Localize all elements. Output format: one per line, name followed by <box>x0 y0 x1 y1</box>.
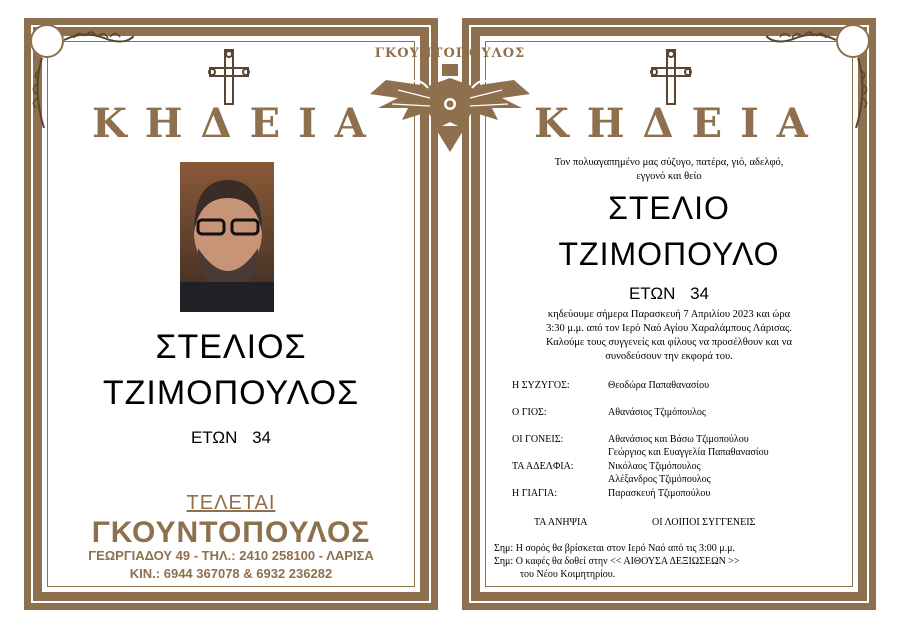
notice-title: ΚΗΔΕΙΑ <box>534 100 826 147</box>
deceased-last-name: ΤΖΙΜΟΠΟΥΛΟ <box>558 236 780 272</box>
deceased-first-name: ΣΤΕΛΙΟ <box>608 190 730 226</box>
vine-ornament-icon <box>64 30 134 70</box>
deceased-age: ΕΤΩΝ 34 <box>190 428 272 447</box>
funeral-home-address: ΓΕΩΡΓΙΑΔΟΥ 49 - ΤΗΛ.: 2410 258100 - ΛΑΡΙΣΑ <box>88 548 374 563</box>
right-funeral-notice: ΚΗΔΕΙΑ Τον πολυαγαπημένο μας σύζυγο, πατέρα, γιό, αδελφό, εγγονό και θείο ΣΤΕΛΙΟ ΤΖΙΜΟΠΟΥΛΟ ΕΤΩΝ 34 κηδεύουμε σήμερα Παρασκευή 7 Απριλίου 2023 και ώρα 3:30 μ.μ. από τον Ιερό Ναό Αγίου Χαραλάμπους Λάρισας. Καλούμε τους συγγενείς και φίλους να προσέλθουν και να συνοδεύσουν την εκφορά του. Η ΣΥΖΥΓΟΣ: Θεοδώρα Παπαθανασίου Ο ΓΙΟΣ: Αθανάσιος Τζιμόπουλος ΟΙ ΓΟΝΕΙΣ: Αθανάσιος και Βάσω Τζιμοπούλου Γεώργιος και Ευαγγελία Παπαθανασίου ΤΑ ΑΔΕΛΦΙΑ: Νικόλαος Τζιμόπουλος Αλέξανδρος Τζιμόπουλος Η ΓΙΑΓΙΑ: Παρασκευή Τζιμοπούλου ΤΑ ΑΝΗΨΙΑ ΟΙ ΛΟΙΠΟΙ ΣΥΓΓΕΝΕΙΣ Σημ: Η σορός θα βρίσκεται στον Ιερό Ναό από τις 3:00 μ.μ. Σημ: Ο καφές θα δοθεί στην << ΑΙΘΟΥΣΑ ΔΕΞΙΩΣΕΩΝ >> του Νέου Κοιμητηρίου. <box>462 18 876 610</box>
deceased-photo <box>180 162 274 312</box>
corner-circle-icon <box>30 24 64 58</box>
center-logo-text: ΓΚΟΥΝΤΟΠΟΥΛΟΣ <box>374 46 526 61</box>
orthodox-cross-icon <box>206 48 252 106</box>
deceased-age: ΕΤΩΝ 34 <box>628 284 710 303</box>
vine-ornament-icon <box>32 58 62 128</box>
double-headed-eagle-icon <box>368 64 532 156</box>
vine-ornament-icon <box>766 30 836 70</box>
funeral-home-mobile: ΚΙΝ.: 6944 367078 & 6932 236282 <box>129 566 333 581</box>
nephews-label: ΤΑ ΑΝΗΨΙΑ <box>534 517 588 528</box>
deceased-last-name: ΤΖΙΜΟΠΟΥΛΟΣ <box>102 374 360 412</box>
funeral-home-name: ΓΚΟΥΝΤΟΠΟΥΛΟΣ <box>91 516 371 549</box>
deceased-first-name: ΣΤΕΛΙΟΣ <box>155 328 307 366</box>
corner-circle-icon <box>836 24 870 58</box>
orthodox-cross-icon <box>648 48 694 106</box>
note-body-location: Σημ: Η σορός θα βρίσκεται στον Ιερό Ναό από τις 3:00 μ.μ. <box>494 543 735 554</box>
note-coffee: Σημ: Ο καφές θα δοθεί στην << ΑΙΘΟΥΣΑ ΔΕΞΙΩΣΕΩΝ >> του Νέου Κοιμητηρίου. <box>494 556 740 580</box>
vine-ornament-icon <box>838 58 868 128</box>
ceremony-text: κηδεύουμε σήμερα Παρασκευή 7 Απριλίου 2023 και ώρα 3:30 μ.μ. από τον Ιερό Ναό Αγίου Χαραλάμπους Λάρισας. Καλούμε τους συγγενείς και φίλους να προσέλθουν και να συνοδεύσουν την εκφορά του. <box>546 309 792 362</box>
other-relatives-label: ΟΙ ΛΟΙΠΟΙ ΣΥΓΓΕΝΕΙΣ <box>652 517 756 528</box>
intro-text: Τον πολυαγαπημένο μας σύζυγο, πατέρα, γιό, αδελφό, εγγονό και θείο <box>554 157 784 182</box>
funeral-home-caption: ΤΕΛΕΤΑΙ <box>186 492 276 514</box>
notice-title: ΚΗΔΕΙΑ <box>92 100 384 147</box>
